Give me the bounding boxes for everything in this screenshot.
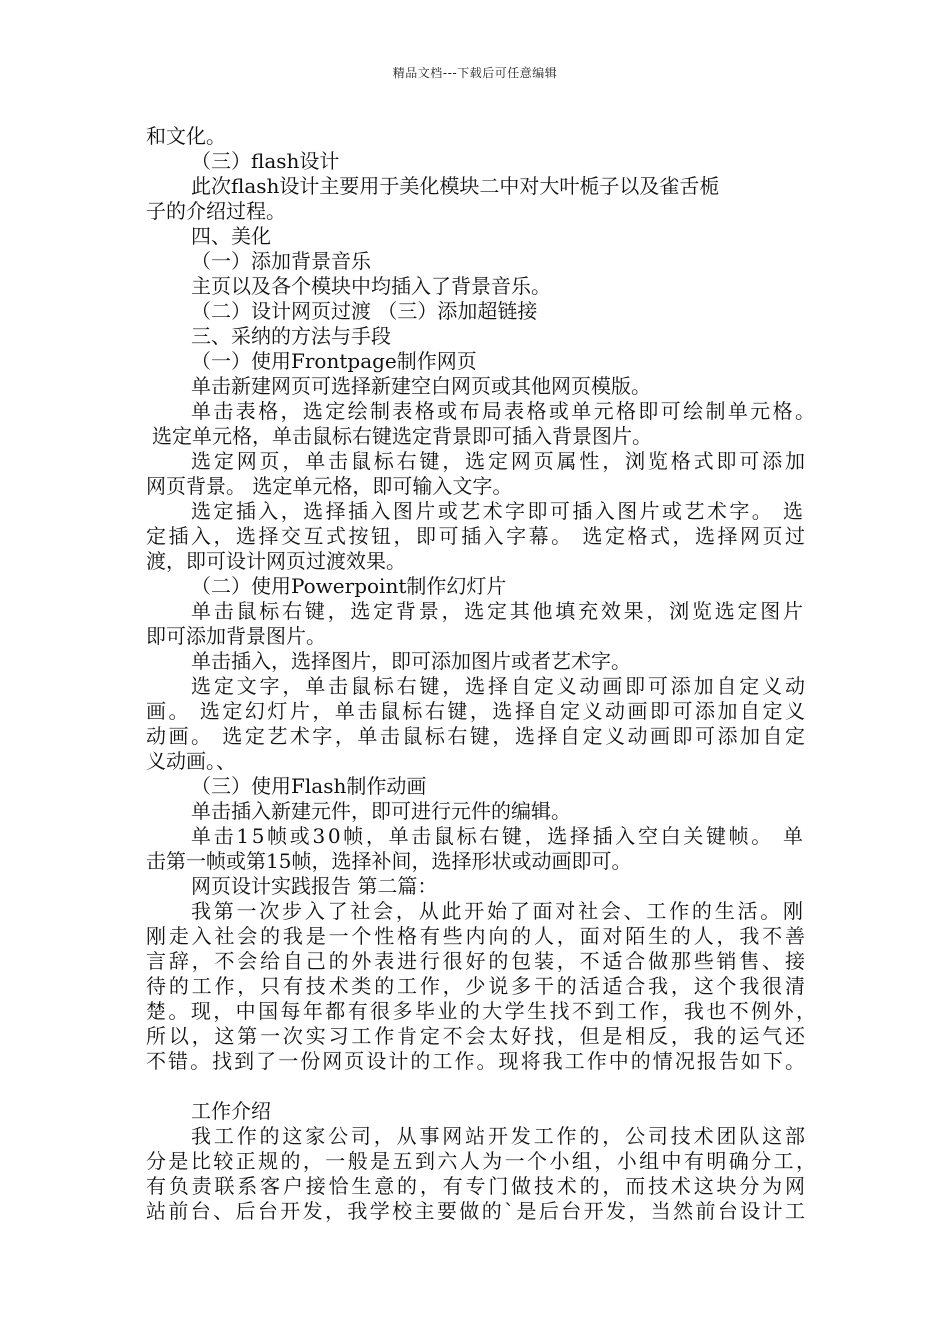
text-line: 选定文字，单击鼠标右键，选择自定义动画即可添加自定义动 <box>191 674 808 698</box>
text-line: 楚。现，中国每年都有很多毕业的大学生找不到工作，我也不例外， <box>146 999 819 1023</box>
section-heading: （三）flash设计 <box>191 149 340 173</box>
section-heading: （一）添加背景音乐 <box>191 249 371 273</box>
text-line: 言辞，不会给自己的外表进行很好的包装，不适合做那些销售、接 <box>146 949 808 973</box>
text-line: 此次flash设计主要用于美化模块二中对大叶栀子以及雀舌栀 <box>191 174 720 198</box>
text-line: 单击鼠标右键，选定背景，选定其他填充效果，浏览选定图片 <box>191 599 806 623</box>
text-line: 站前台、后台开发，我学校主要做的`是后台开发，当然前台设计工 <box>146 1199 808 1223</box>
section-heading: 网页设计实践报告 第二篇： <box>191 874 438 898</box>
section-heading: （一）使用Frontpage制作网页 <box>191 349 477 373</box>
text-line: 网页背景。 选定单元格，即可输入文字。 <box>146 474 513 498</box>
page-header: 精品文档---下载后可任意编辑 <box>392 66 558 80</box>
section-heading: 四、美化 <box>191 224 271 248</box>
text-line: 单击插入，选择图片，即可添加图片或者艺术字。 <box>191 649 631 673</box>
text-line: 待的工作，只有技术类的工作，少说多干的活适合我，这个我很清 <box>146 974 808 998</box>
text-line: 不错。找到了一份网页设计的工作。现将我工作中的情况报告如下。 <box>146 1049 808 1073</box>
text-line: 子的介绍过程。 <box>146 199 286 223</box>
text-line: 渡，即可设计网页过渡效果。 <box>146 549 406 573</box>
text-line: 有负责联系客户接恰生意的，有专门做技术的，而技术这块分为网 <box>146 1174 808 1198</box>
section-heading: （二）使用Powerpoint制作幻灯片 <box>191 574 507 598</box>
text-line: 选定单元格，单击鼠标右键选定背景即可插入背景图片。 <box>152 424 652 448</box>
text-line: 主页以及各个模块中均插入了背景音乐。 <box>191 274 551 298</box>
text-line: 刚走入社会的我是一个性格有些内向的人，面对陌生的人，我不善 <box>146 924 808 948</box>
section-heading: 工作介绍 <box>191 1099 271 1123</box>
text-line: 即可添加背景图片。 <box>146 624 326 648</box>
text-line: 我工作的这家公司，从事网站开发工作的，公司技术团队这部 <box>191 1124 808 1148</box>
text-line: 义动画。、 <box>146 749 236 773</box>
text-line: 单击新建网页可选择新建空白网页或其他网页模版。 <box>191 374 651 398</box>
text-line: 分是比较正规的，一般是五到六人为一个小组，小组中有明确分工， <box>146 1149 819 1173</box>
text-line: 动画。 选定艺术字，单击鼠标右键，选择自定义动画即可添加自定 <box>146 724 808 748</box>
text-line: 和文化。 <box>146 124 226 148</box>
text-line: 画。 选定幻灯片，单击鼠标右键，选择自定义动画即可添加自定义 <box>146 699 808 723</box>
text-line: 我第一次步入了社会，从此开始了面对社会、工作的生活。刚 <box>191 899 806 923</box>
text-line: 单击插入新建元件，即可进行元件的编辑。 <box>191 799 571 823</box>
text-line: 单击表格，选定绘制表格或布局表格或单元格即可绘制单元格。 <box>191 399 818 423</box>
text-line: 定插入，选择交互式按钮，即可插入字幕。 选定格式，选择网页过 <box>146 524 808 548</box>
text-line: 选定插入，选择插入图片或艺术字即可插入图片或艺术字。 选 <box>191 499 806 523</box>
text-line: 单击15帧或30帧，单击鼠标右键，选择插入空白关键帧。 单 <box>191 824 806 848</box>
section-heading: 三、采纳的方法与手段 <box>191 324 391 348</box>
text-line: 击第一帧或第15帧，选择补间，选择形状或动画即可。 <box>146 849 632 873</box>
section-heading: （二）设计网页过渡 （三）添加超链接 <box>191 299 538 323</box>
text-line: 所以，这第一次实习工作肯定不会太好找，但是相反，我的运气还 <box>146 1024 808 1048</box>
text-line: 选定网页，单击鼠标右键，选定网页属性，浏览格式即可添加 <box>191 449 808 473</box>
section-heading: （三）使用Flash制作动画 <box>191 774 427 798</box>
